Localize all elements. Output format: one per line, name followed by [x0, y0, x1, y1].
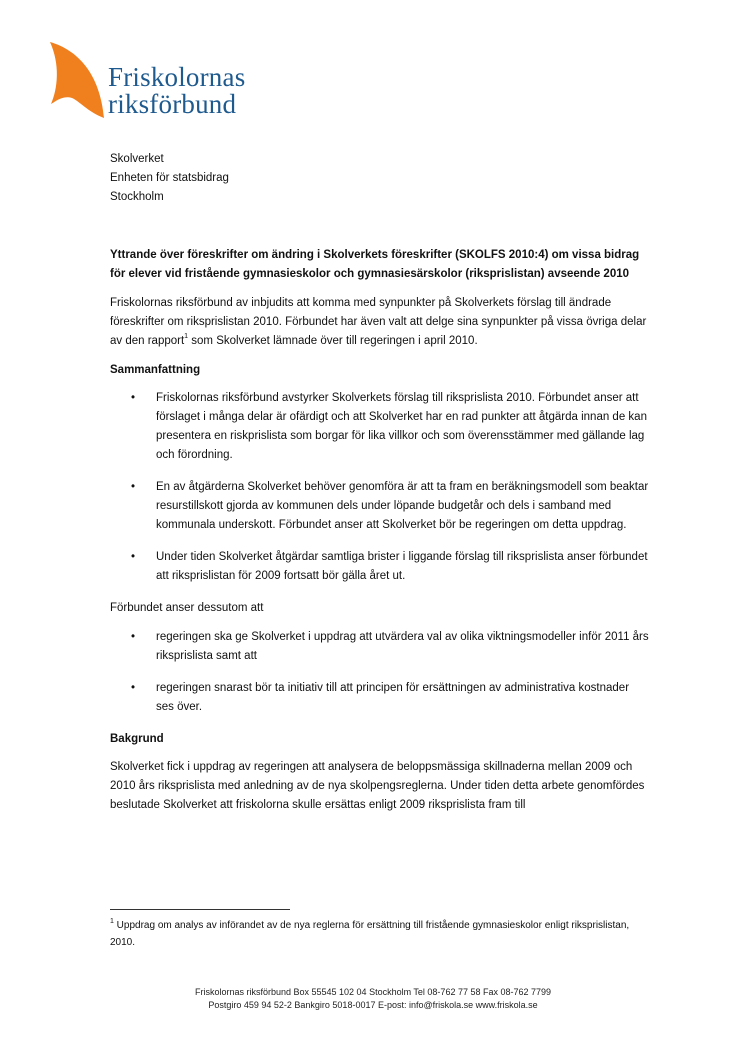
footer-line-1: Friskolornas riksförbund Box 55545 102 04 Stockholm Tel 08-762 77 58 Fax 08-762 7799: [194, 987, 552, 997]
list-item-text: regeringen snarast bör ta initiativ till att principen för ersättningen av administrativa kostnader ses över.: [156, 682, 630, 713]
logo-wordmark: [108, 64, 245, 118]
footnote-mark: 1: [110, 917, 114, 925]
sail-logo-icon: [48, 40, 110, 122]
further-intro: Förbundet anser dessutom att: [110, 602, 264, 614]
background-heading: Bakgrund: [110, 733, 164, 745]
footnote: [110, 917, 650, 951]
recipient-line-3: Stockholm: [110, 191, 164, 203]
list-item-text: Under tiden Skolverket åtgärdar samtliga brister i liggande förslag till riksprislista anser förbundet att riksprislistan för 2009 fortsatt bör gälla året ut.: [156, 551, 648, 582]
bullet-icon: •: [131, 392, 136, 404]
intro-text-after: som Skolverket lämnade över till regeringen i april 2010.: [188, 335, 478, 347]
intro-paragraph: [110, 294, 650, 351]
recipient-address: [110, 150, 229, 207]
list-item-text: regeringen ska ge Skolverket i uppdrag att utvärdera val av olika viktningsmodeller inför 2011 års riksprislista samt att: [156, 631, 649, 662]
bullet-icon: •: [131, 551, 136, 563]
footnote-divider: [110, 909, 290, 910]
letter-body: [110, 246, 650, 825]
summary-heading: Sammanfattning: [110, 364, 201, 376]
list-item-text: Friskolornas riksförbund avstyrker Skolverkets förslag till riksprislista 2010. Förbundet anser att förslaget i många delar är ofärdigt och att Skolverket har en rad punkter att åtgärda innan de kan presentera en riskprislista som borgar för lika villkor och som överensstämmer med gällande lag och förordning.: [156, 392, 647, 461]
footer-line-2: Postgiro 459 94 52-2 Bankgiro 5018-0017 E-post: info@friskola.se www.friskola.se: [208, 1000, 538, 1010]
further-list: [110, 628, 650, 717]
organization-logo: [48, 40, 278, 120]
list-item: [110, 548, 650, 586]
footnote-reference: 1: [184, 333, 189, 341]
list-item: [110, 628, 650, 666]
list-item-text: En av åtgärderna Skolverket behöver genomföra är att ta fram en beräkningsmodell som beaktar resurstillskott gjorda av kommunen dels under löpande budgetår och dels i samband med kommunala underskott. Förbundet anser att Skolverket bör be regeringen om detta uppdrag.: [156, 481, 649, 531]
summary-list: [110, 389, 650, 586]
footnote-text: Uppdrag om analys av införandet av de nya reglerna för ersättning till fristående gymnasieskolor enligt riksprislistan, 2010.: [110, 920, 630, 948]
recipient-line-2: Enheten för statsbidrag: [110, 172, 229, 184]
intro-text-before: Friskolornas riksförbund av inbjudits att komma med synpunkter på Skolverkets förslag till ändrade föreskrifter om riksprislistan 2010. Förbundet har även valt att delge sina synpunkter på vissa övriga delar av den rapport: [110, 297, 647, 347]
bullet-icon: •: [131, 481, 136, 493]
logo-line-2: riksförbund: [108, 89, 237, 119]
background-paragraph: Skolverket fick i uppdrag av regeringen att analysera de beloppsmässiga skillnaderna mellan 2009 och 2010 års riksprislista med anledning av de nya skolpengsreglerna. Under tiden detta arbete genomfördes beslutade Skolverket att friskolorna skulle ersättas enligt 2009 riksprislista fram till: [110, 761, 645, 811]
logo-line-1: Friskolornas: [108, 62, 246, 92]
bullet-icon: •: [131, 682, 136, 694]
page-footer: [0, 986, 746, 1012]
list-item: [110, 679, 650, 717]
bullet-icon: •: [131, 631, 136, 643]
list-item: [110, 478, 650, 535]
list-item: [110, 389, 650, 465]
document-title: Yttrande över föreskrifter om ändring i Skolverkets föreskrifter (SKOLFS 2010:4) om vissa bidrag för elever vid fristående gymnasieskolor och gymnasiesärskolor (riksprislistan) avseende 2010: [110, 249, 640, 280]
recipient-line-1: Skolverket: [110, 153, 164, 165]
